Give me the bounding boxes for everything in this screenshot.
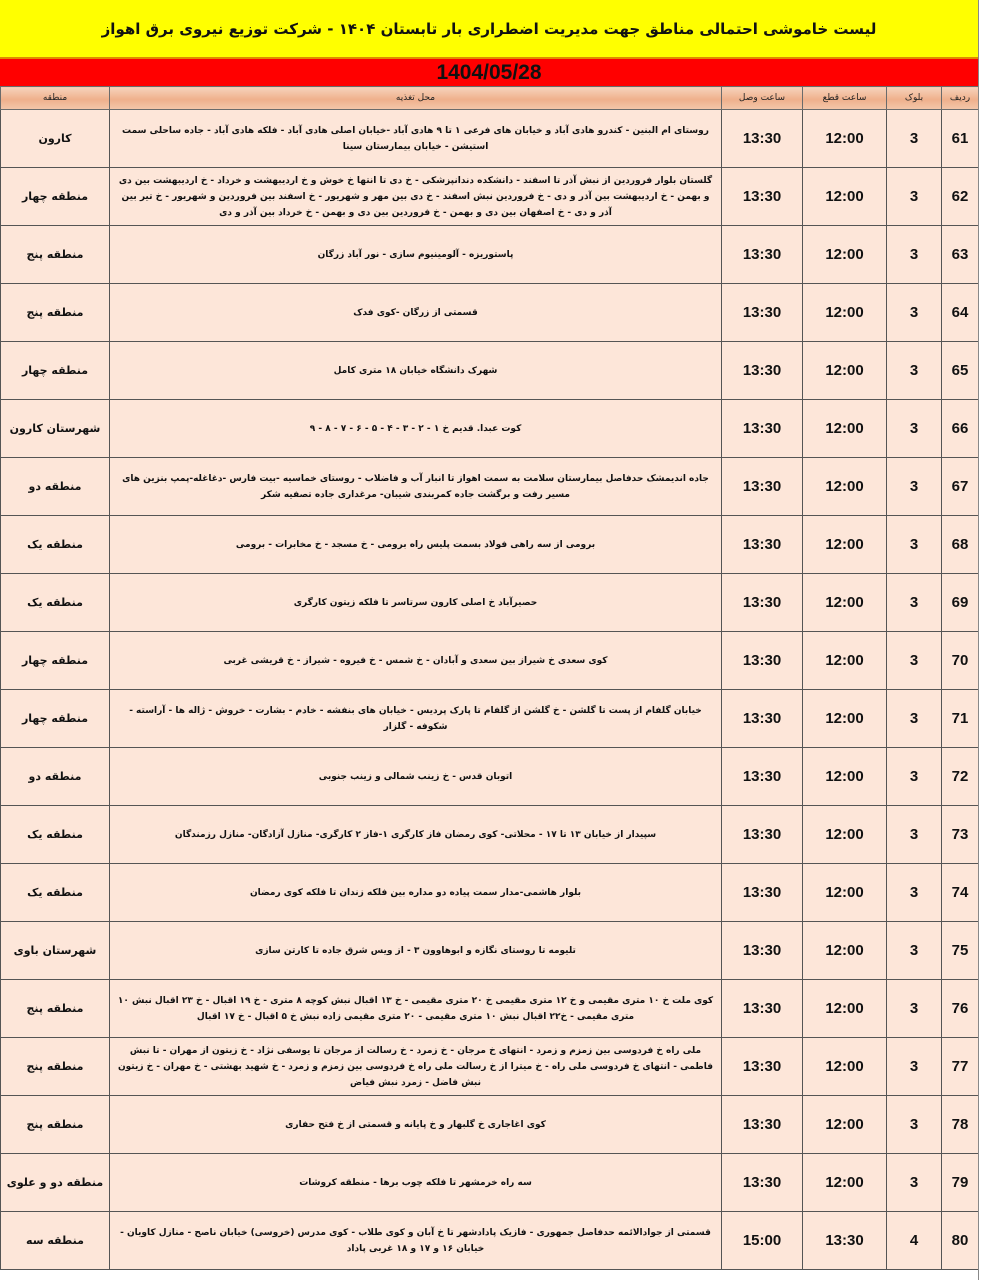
table-row [1, 690, 979, 748]
feed-location: شهرک دانشگاه خیابان ۱۸ متری کامل [110, 342, 722, 400]
feed-location: برومی از سه راهی فولاد بسمت پلیس راه برومی - خ مسجد - خ مخابرات - برومی [110, 516, 722, 574]
feed-location: ملی راه خ فردوسی بین زمزم و زمرد - انتهای خ مرجان - خ زمرد - خ رسالت از مرجان تا یوسفی نژاد - خ زیتون از مهران - تا نبش فاطمی - انتهای خ فردوسی ملی راه - خ میترا از خ رسالت ملی راه خ فردوسی بین زمزم و زمرد - خ شهید بهشتی - خ مهران - خ زیتون نبش فاضل - زمرد نبش فیاض [110, 1038, 722, 1096]
table-row [1, 632, 979, 690]
row-number: 69 [942, 574, 979, 632]
block-number: 3 [887, 980, 942, 1038]
table-row [1, 458, 979, 516]
block-number: 3 [887, 400, 942, 458]
feed-location: کوت عبدا. قدیم خ ۱ - ۲ - ۳ - ۴ - ۵ - ۶ - ۷ - ۸ - ۹ [110, 400, 722, 458]
page-title: لیست خاموشی احتمالی مناطق جهت مدیریت اضطراری بار تابستان ۱۴۰۴ - شرکت توزیع نیروی برق اهواز [0, 0, 978, 59]
feed-location: گلستان بلوار فروردین از نبش آذر تا اسفند - دانشکده دندانپزشکی - خ دی تا انتها خ خوش و خ اردیبهشت و خرداد - خ اردیبهشت بین دی و بهمن - خ اردیبهشت بین آذر و دی - خ فروردین نبش اسفند - خ دی بین مهر و شهریور - خ اسفند بین فروردین و شهریور - خ تیر بین آذر و دی - خ اصفهان بین دی و بهمن - خ فروردین بین دی و بهمن - خ خرداد بین آذر و دی [110, 168, 722, 226]
block-number: 3 [887, 226, 942, 284]
connect-time: 13:30 [722, 516, 803, 574]
region: منطقه دو و علوی [1, 1154, 110, 1212]
connect-time: 13:30 [722, 110, 803, 168]
table-row [1, 516, 979, 574]
connect-time: 13:30 [722, 226, 803, 284]
connect-time: 15:00 [722, 1212, 803, 1270]
connect-time: 13:30 [722, 574, 803, 632]
row-number: 80 [942, 1212, 979, 1270]
block-number: 3 [887, 632, 942, 690]
region: منطقه یک [1, 864, 110, 922]
feed-location: قسمتی از زرگان -کوی فدک [110, 284, 722, 342]
cut-time: 12:00 [803, 922, 887, 980]
table-row [1, 1038, 979, 1096]
row-number: 72 [942, 748, 979, 806]
table-row [1, 1154, 979, 1212]
cut-time: 12:00 [803, 574, 887, 632]
row-number: 74 [942, 864, 979, 922]
row-number: 62 [942, 168, 979, 226]
region: منطقه چهار [1, 690, 110, 748]
region: منطقه دو [1, 748, 110, 806]
region: منطقه پنج [1, 980, 110, 1038]
feed-location: روستای ام البنین - کندرو هادی آباد و خیابان های فرعی ۱ تا ۹ هادی آباد -خیابان اصلی هادی آباد - فلکه هادی آباد - جاده ساحلی سمت استیشن - خیابان بیمارستان سینا [110, 110, 722, 168]
row-number: 75 [942, 922, 979, 980]
column-header-region: منطقه [1, 87, 110, 110]
block-number: 3 [887, 574, 942, 632]
cut-time: 12:00 [803, 342, 887, 400]
block-number: 3 [887, 168, 942, 226]
row-number: 77 [942, 1038, 979, 1096]
block-number: 3 [887, 1038, 942, 1096]
region: منطقه پنج [1, 284, 110, 342]
connect-time: 13:30 [722, 400, 803, 458]
connect-time: 13:30 [722, 980, 803, 1038]
cut-time: 12:00 [803, 1096, 887, 1154]
connect-time: 13:30 [722, 690, 803, 748]
connect-time: 13:30 [722, 342, 803, 400]
row-number: 67 [942, 458, 979, 516]
block-number: 4 [887, 1212, 942, 1270]
region: منطقه پنج [1, 1096, 110, 1154]
region: منطقه دو [1, 458, 110, 516]
table-row [1, 864, 979, 922]
block-number: 3 [887, 1154, 942, 1212]
table-row [1, 168, 979, 226]
region: منطقه یک [1, 806, 110, 864]
cut-time: 12:00 [803, 1154, 887, 1212]
connect-time: 13:30 [722, 1154, 803, 1212]
row-number: 79 [942, 1154, 979, 1212]
connect-time: 13:30 [722, 284, 803, 342]
cut-time: 13:30 [803, 1212, 887, 1270]
connect-time: 13:30 [722, 1096, 803, 1154]
block-number: 3 [887, 110, 942, 168]
region: منطقه سه [1, 1212, 110, 1270]
table-row [1, 1096, 979, 1154]
cut-time: 12:00 [803, 1038, 887, 1096]
row-number: 76 [942, 980, 979, 1038]
cut-time: 12:00 [803, 632, 887, 690]
cut-time: 12:00 [803, 980, 887, 1038]
row-number: 70 [942, 632, 979, 690]
table-row [1, 806, 979, 864]
region: منطقه چهار [1, 632, 110, 690]
connect-time: 13:30 [722, 168, 803, 226]
cut-time: 12:00 [803, 864, 887, 922]
region: منطقه یک [1, 574, 110, 632]
block-number: 3 [887, 864, 942, 922]
connect-time: 13:30 [722, 922, 803, 980]
connect-time: 13:30 [722, 458, 803, 516]
block-number: 3 [887, 342, 942, 400]
row-number: 68 [942, 516, 979, 574]
region: شهرستان باوی [1, 922, 110, 980]
column-header-connect-time: ساعت وصل [722, 87, 803, 110]
feed-location: خیابان گلفام از پست تا گلشن - خ گلشن از گلفام تا پارک پردیس - خیابان های بنفشه - خادم - بشارت - خروش - ژاله ها - آراسته - شکوفه - گلزار [110, 690, 722, 748]
connect-time: 13:30 [722, 864, 803, 922]
block-number: 3 [887, 806, 942, 864]
page-edge [978, 0, 985, 1280]
row-number: 65 [942, 342, 979, 400]
cut-time: 12:00 [803, 110, 887, 168]
cut-time: 12:00 [803, 690, 887, 748]
table-row [1, 110, 979, 168]
table-row [1, 574, 979, 632]
table-row [1, 226, 979, 284]
region: منطقه یک [1, 516, 110, 574]
column-header-location: محل تغذیه [110, 87, 722, 110]
feed-location: اتوبان قدس - خ زینب شمالی و زینب جنوبی [110, 748, 722, 806]
row-number: 64 [942, 284, 979, 342]
table-row [1, 980, 979, 1038]
cut-time: 12:00 [803, 226, 887, 284]
schedule-date: 1404/05/28 [0, 59, 978, 86]
region: منطقه پنج [1, 1038, 110, 1096]
connect-time: 13:30 [722, 632, 803, 690]
region: شهرستان کارون [1, 400, 110, 458]
block-number: 3 [887, 516, 942, 574]
outage-table [0, 86, 979, 1270]
block-number: 3 [887, 1096, 942, 1154]
cut-time: 12:00 [803, 400, 887, 458]
feed-location: پاستوریزه - آلومینیوم سازی - نور آباد زرگان [110, 226, 722, 284]
region: منطقه چهار [1, 342, 110, 400]
block-number: 3 [887, 458, 942, 516]
cut-time: 12:00 [803, 168, 887, 226]
cut-time: 12:00 [803, 806, 887, 864]
block-number: 3 [887, 748, 942, 806]
feed-location: بلوار هاشمی-مدار سمت پیاده دو مداره بین فلکه زندان تا فلکه کوی رمضان [110, 864, 722, 922]
column-header-cut-time: ساعت قطع [803, 87, 887, 110]
row-number: 78 [942, 1096, 979, 1154]
feed-location: تلیومه تا روستای نگازه و ابوهاوون ۳ - از ویس شرق جاده تا کارتن سازی [110, 922, 722, 980]
table-row [1, 922, 979, 980]
feed-location: کوی سعدی خ شیراز بین سعدی و آبادان - خ شمس - خ فیروه - شیراز - خ قریشی غربی [110, 632, 722, 690]
feed-location: جاده اندیمشک حدفاصل بیمارستان سلامت به سمت اهواز تا انبار آب و فاضلاب - روستای خماسیه -بیت فارس -دغاغله-پمپ بنزین های مسیر رفت و برگشت جاده کمربندی شیبان- مرغداری جاده تصفیه شکر [110, 458, 722, 516]
feed-location: سپیدار از خیابان ۱۳ تا ۱۷ - محلاتی- کوی رمضان فاز کارگری ۱-فاز ۲ کارگری- منازل آزادگان- منازل رزمندگان [110, 806, 722, 864]
feed-location: سه راه خرمشهر تا فلکه چوب برها - منطقه کروشات [110, 1154, 722, 1212]
cut-time: 12:00 [803, 284, 887, 342]
column-header-row: ردیف [942, 87, 979, 110]
block-number: 3 [887, 922, 942, 980]
table-header-row [1, 87, 979, 110]
row-number: 63 [942, 226, 979, 284]
region: منطقه پنج [1, 226, 110, 284]
block-number: 3 [887, 690, 942, 748]
region: منطقه چهار [1, 168, 110, 226]
connect-time: 13:30 [722, 806, 803, 864]
block-number: 3 [887, 284, 942, 342]
table-row [1, 342, 979, 400]
feed-location: قسمتی از جوادالائمه حدفاصل جمهوری - فازیک پادادشهر تا خ آبان و کوی طلاب - کوی مدرس (خروسی) خیابان ناصح - منازل کاویان - خیابان ۱۶ و ۱۷ و ۱۸ غربی پاداد [110, 1212, 722, 1270]
cut-time: 12:00 [803, 516, 887, 574]
feed-location: کوی اغاجاری خ گلبهار و خ پایانه و قسمتی از خ فتح حفاری [110, 1096, 722, 1154]
row-number: 66 [942, 400, 979, 458]
column-header-block: بلوک [887, 87, 942, 110]
table-row [1, 284, 979, 342]
region: کارون [1, 110, 110, 168]
table-row [1, 400, 979, 458]
connect-time: 13:30 [722, 1038, 803, 1096]
row-number: 61 [942, 110, 979, 168]
cut-time: 12:00 [803, 748, 887, 806]
connect-time: 13:30 [722, 748, 803, 806]
feed-location: حصیرآباد خ اصلی کارون سرتاسر تا فلکه زیتون کارگری [110, 574, 722, 632]
feed-location: کوی ملت خ ۱۰ متری مقیمی و خ ۱۲ متری مقیمی خ ۲۰ متری مقیمی - خ ۱۳ اقبال نبش کوچه ۸ متری - خ ۱۹ اقبال - خ ۲۳ اقبال نبش ۱۰ متری مقیمی - خ۲۲ اقبال نبش ۱۰ متری مقیمی - ۲۰ متری مقیمی زاده نبش خ ۵ اقبال - خ ۱۷ اقبال [110, 980, 722, 1038]
row-number: 73 [942, 806, 979, 864]
cut-time: 12:00 [803, 458, 887, 516]
table-row [1, 1212, 979, 1270]
row-number: 71 [942, 690, 979, 748]
table-row [1, 748, 979, 806]
